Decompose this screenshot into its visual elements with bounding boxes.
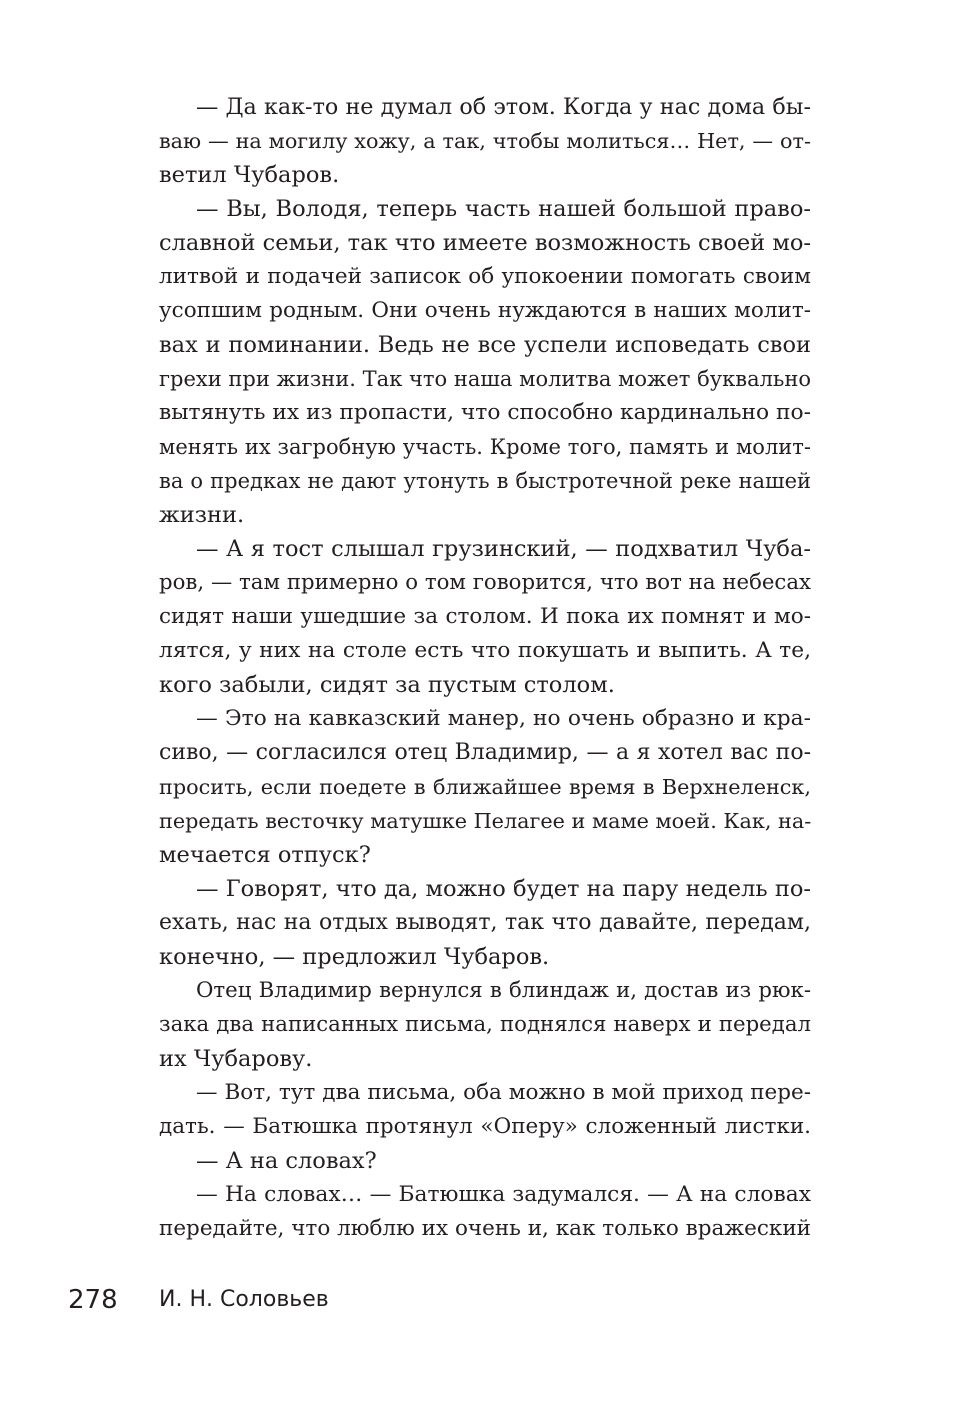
text-line: — Это на кавказский манер, но очень образно и кра- <box>196 706 811 731</box>
text-line: — Да как-то не думал об этом. Когда у нас дома бы- <box>196 94 811 120</box>
running-footer-author: И. Н. Соловьев <box>159 1287 329 1312</box>
text-line: — А на словах? <box>196 1148 377 1174</box>
text-line: дать. — Батюшка протянул «Оперу» сложенный листки. <box>159 1114 811 1139</box>
text-line: лятся, у них на столе есть что покушать и выпить. А те, <box>159 638 811 663</box>
text-line: передать весточку матушке Пелагее и маме моей. Как, на- <box>159 809 812 833</box>
text-line: ветил Чубаров. <box>159 162 340 188</box>
text-line: их Чубарову. <box>159 1046 313 1072</box>
text-line: ва о предках не дают утонуть в быстротечной реке нашей <box>159 469 811 493</box>
text-line: вах и поминании. Ведь не все успели исповедать свои <box>159 332 811 358</box>
text-line: — На словах… — Батюшка задумался. — А на словах <box>196 1182 811 1207</box>
page-number: 278 <box>68 1285 118 1315</box>
text-line: передайте, что люблю их очень и, как только вражеский <box>159 1216 811 1241</box>
text-line: вытянуть их из пропасти, что способно кардинально по- <box>159 400 811 425</box>
text-line: славной семьи, так что имеете возможность своей мо- <box>159 230 811 256</box>
text-line: грехи при жизни. Так что наша молитва может буквально <box>159 367 811 391</box>
text-line: кого забыли, сидят за пустым столом. <box>159 672 615 698</box>
text-line: менять их загробную участь. Кроме того, память и молит- <box>159 435 811 459</box>
text-line: — Вы, Володя, теперь часть нашей большой право- <box>196 196 811 222</box>
text-line: Отец Владимир вернулся в блиндаж и, достав из рюк- <box>196 978 811 1003</box>
text-line: усопшим родным. Они очень нуждаются в наших молит- <box>159 298 811 323</box>
text-line: ваю — на могилу хожу, а так, чтобы молиться… Нет, — от- <box>159 129 811 153</box>
text-line: сиво, — согласился отец Владимир, — а я хотел вас по- <box>159 740 811 765</box>
text-line: — Вот, тут два письма, оба можно в мой приход пере- <box>196 1080 811 1105</box>
text-line: жизни. <box>159 502 245 528</box>
text-line: ров, — там примерно о том говорится, что вот на небесах <box>159 570 811 595</box>
text-line: — Говорят, что да, можно будет на пару недель по- <box>196 876 811 902</box>
text-line: конечно, — предложил Чубаров. <box>159 944 550 970</box>
text-line: зака два написанных письма, поднялся наверх и передал <box>159 1012 811 1037</box>
text-line: сидят наши ушедшие за столом. И пока их помнят и мо- <box>159 604 811 629</box>
text-line: литвой и подачей записок об упокоении помогать своим <box>159 264 811 289</box>
text-line: — А я тост слышал грузинский, — подхватил Чуба- <box>196 536 811 562</box>
text-line: мечается отпуск? <box>159 842 371 868</box>
text-line: ехать, нас на отдых выводят, так что давайте, передам, <box>159 910 811 935</box>
text-line: просить, если поедете в ближайшее время в Верхнеленск, <box>159 775 811 799</box>
